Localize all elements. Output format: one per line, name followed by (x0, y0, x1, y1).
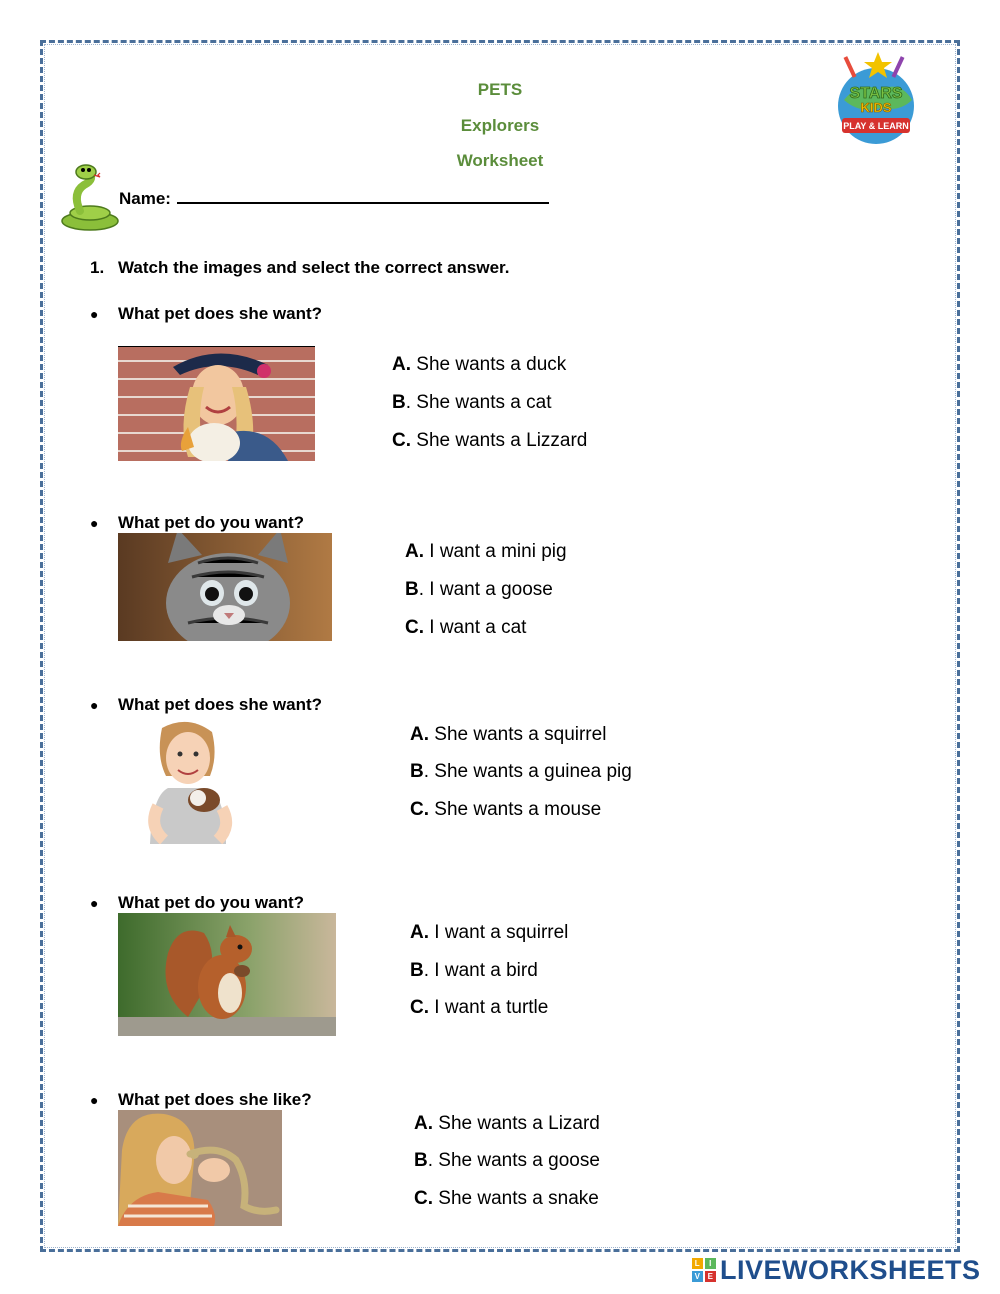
name-label: Name: (119, 189, 171, 208)
question-4-option-b[interactable] (410, 960, 538, 982)
question-2-option-b[interactable] (405, 579, 553, 601)
option-letter: A. (405, 541, 424, 562)
question-1 (90, 304, 322, 324)
option-text: I want a turtle (429, 997, 549, 1018)
option-letter: B (410, 960, 424, 981)
option-text: I want a squirrel (429, 922, 569, 943)
question-3-text: What pet does she want? (118, 695, 323, 714)
girl-with-guinea-pig-photo (118, 716, 243, 844)
option-text: She wants a Lizard (433, 1113, 600, 1134)
bullet-icon: ● (90, 895, 99, 911)
question-3-option-c[interactable] (410, 799, 601, 821)
question-5 (90, 1090, 312, 1110)
option-text: . She wants a guinea pig (423, 761, 632, 782)
stars-kids-logo (830, 50, 920, 148)
bullet-icon: ● (90, 515, 99, 531)
option-letter: A. (414, 1113, 433, 1134)
liveworksheets-badge-icon: L I V E (692, 1258, 716, 1282)
question-1-text: What pet does she want? (118, 304, 323, 323)
question-2 (90, 513, 304, 533)
kitten-photo (118, 533, 332, 641)
instruction-text: Watch the images and select the correct answer. (118, 258, 510, 277)
option-text: She wants a snake (433, 1188, 599, 1209)
option-letter: B (392, 392, 406, 413)
option-letter: B (410, 761, 424, 782)
question-1-option-c[interactable] (392, 430, 587, 452)
snake-icon (58, 163, 122, 233)
squirrel-photo (118, 913, 336, 1036)
option-text: . She wants a cat (405, 392, 552, 413)
girl-with-duck-photo (118, 346, 315, 461)
option-letter: C. (414, 1188, 433, 1209)
option-text: . She wants a goose (427, 1150, 600, 1171)
question-3 (90, 695, 322, 715)
option-text: . I want a goose (418, 579, 553, 600)
bullet-icon: ● (90, 1092, 99, 1108)
question-3-option-a[interactable] (410, 724, 606, 746)
bullet-icon: ● (90, 697, 99, 713)
question-2-text: What pet do you want? (118, 513, 305, 532)
question-5-option-a[interactable] (414, 1113, 600, 1135)
question-5-option-c[interactable] (414, 1188, 599, 1210)
option-text: She wants a squirrel (429, 724, 607, 745)
option-letter: B (414, 1150, 428, 1171)
question-4-option-a[interactable] (410, 922, 568, 944)
page-border-inner (44, 44, 956, 1248)
logo-text-3: PLAY & LEARN (843, 121, 909, 131)
option-text: . I want a bird (423, 960, 538, 981)
option-letter: C. (410, 799, 429, 820)
logo-text-2: KIDS (860, 100, 892, 115)
liveworksheets-text: LIVEWORKSHEETS (720, 1254, 981, 1285)
instruction (90, 258, 509, 278)
question-4-text: What pet do you want? (118, 893, 305, 912)
option-letter: C. (392, 430, 411, 451)
option-text: She wants a duck (411, 354, 567, 375)
name-blank-line[interactable] (177, 186, 549, 204)
option-letter: C. (410, 997, 429, 1018)
instruction-number: 1. (90, 258, 105, 277)
option-letter: A. (410, 922, 429, 943)
question-1-option-a[interactable] (392, 354, 566, 376)
name-field[interactable] (119, 186, 549, 209)
worksheet-subtitle: Explorers (460, 116, 540, 135)
option-letter: C. (405, 617, 424, 638)
question-3-option-b[interactable] (410, 761, 632, 783)
liveworksheets-logo[interactable] (692, 1254, 981, 1286)
question-5-option-b[interactable] (414, 1150, 600, 1172)
question-2-option-a[interactable] (405, 541, 567, 563)
option-text: She wants a mouse (429, 799, 602, 820)
question-4 (90, 893, 304, 913)
option-text: I want a mini pig (424, 541, 567, 562)
question-5-text: What pet does she like? (118, 1090, 312, 1109)
worksheet-title: PETS (477, 80, 523, 99)
option-letter: B (405, 579, 419, 600)
option-letter: A. (392, 354, 411, 375)
worksheet-subtitle-2: Worksheet (456, 151, 544, 170)
logo-text-1: STARS (849, 85, 903, 102)
question-2-option-c[interactable] (405, 617, 526, 639)
bullet-icon: ● (90, 306, 99, 322)
option-letter: A. (410, 724, 429, 745)
option-text: She wants a Lizzard (411, 430, 588, 451)
girl-kissing-lizard-photo (118, 1110, 282, 1226)
question-1-option-b[interactable] (392, 392, 551, 414)
option-text: I want a cat (424, 617, 527, 638)
question-4-option-c[interactable] (410, 997, 548, 1019)
